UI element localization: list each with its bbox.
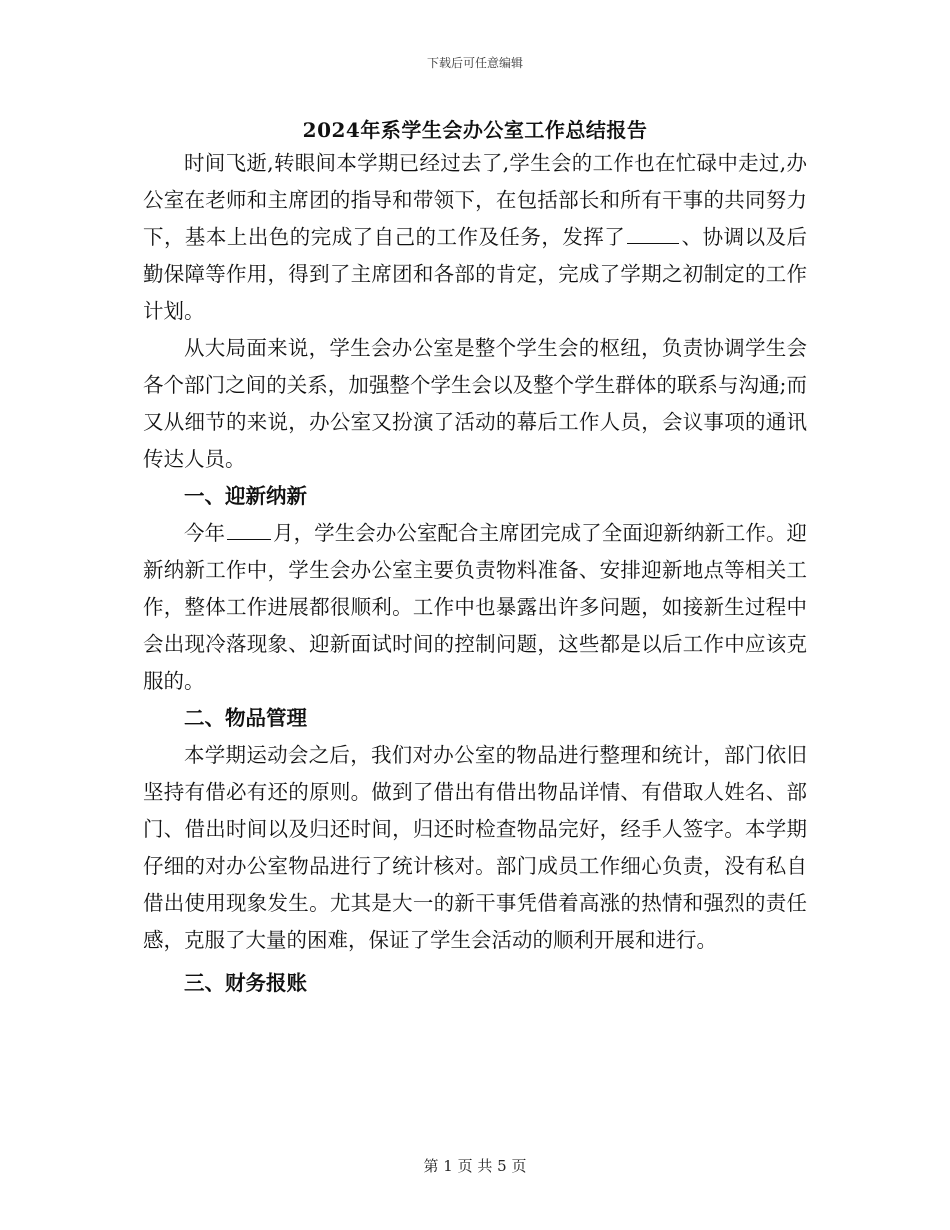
intro-paragraph-2: 从大局面来说，学生会办公室是整个学生会的枢纽，负责协调学生会各个部门之间的关系，加强整个学生会以及整个学生群体的联系与沟通;而又从细节的来说，办公室又扮演了活动的幕后工作人员，会议事项的通讯传达人员。	[143, 336, 807, 471]
section-welcome-text-b: 月，学生会办公室配合主席团完成了全面迎新纳新工作。迎新纳新工作中，学生会办公室主要负责物料准备、安排迎新地点等相关工作，整体工作进展都很顺利。工作中也暴露出许多问题，如接新生过程中会出现冷落现象、迎新面试时间的控制问题，这些都是以后工作中应该克服的。	[143, 521, 808, 693]
section-heading-welcome: 一、迎新纳新	[184, 484, 307, 508]
intro-paragraph-1	[143, 145, 807, 330]
intro-paragraph-1-text-b: 、协调以及后勤保障等作用，得到了主席团和各部的肯定，完成了学期之初制定的工作计划。	[143, 225, 808, 323]
section-items-paragraph: 本学期运动会之后，我们对办公室的物品进行整理和统计，部门依旧坚持有借必有还的原则。做到了借出有借出物品详情、有借取人姓名、部门、借出时间以及归还时间，归还时检查物品完好，经手人签字。本学期仔细的对办公室物品进行了统计核对。部门成员工作细心负责，没有私自借出使用现象发生。尤其是大一的新干事凭借着高涨的热情和强烈的责任感，克服了大量的困难，保证了学生会活动的顺利开展和进行。	[143, 743, 807, 952]
header-note: 下载后可任意编辑	[426, 56, 523, 70]
fill-in-blank	[627, 221, 679, 244]
fill-in-blank	[227, 517, 271, 540]
section-heading-finance: 三、财务报账	[184, 971, 307, 995]
section-welcome-paragraph	[143, 515, 807, 700]
section-welcome-text-a: 今年	[184, 521, 226, 545]
document-body	[143, 145, 807, 1002]
section-heading-items: 二、物品管理	[184, 706, 307, 730]
page-title: 2024年系学生会办公室工作总结报告	[302, 118, 648, 142]
intro-paragraph-1-text-a: 时间飞逝,转眼间本学期已经过去了,学生会的工作也在忙碌中走过,办公室在老师和主席团的指导和带领下，在包括部长和所有干事的共同努力下，基本上出色的完成了自己的工作及任务，发挥了	[143, 151, 807, 249]
page-number: 第 1 页 共 5 页	[423, 1157, 527, 1175]
